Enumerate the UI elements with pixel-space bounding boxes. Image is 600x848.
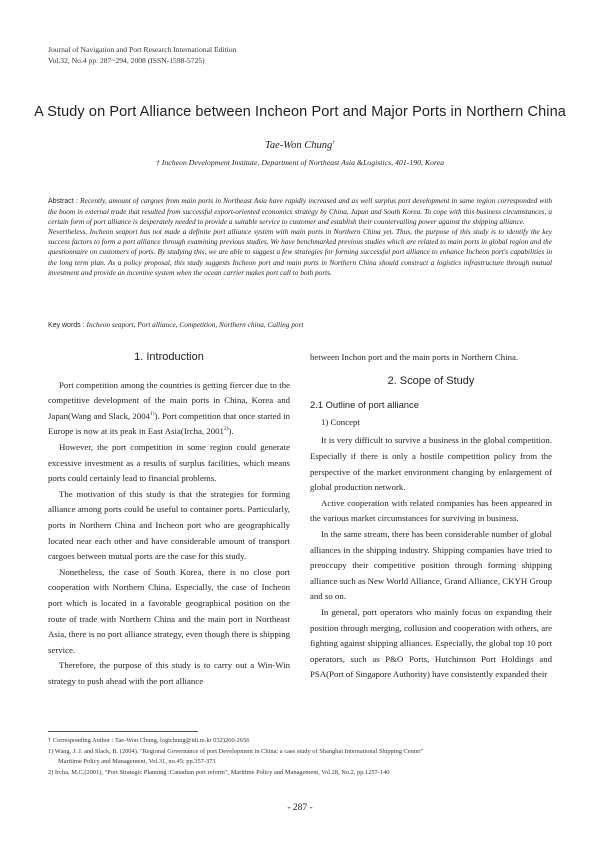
footnote-1-continued: Maritime Policy and Management, Vol.31, no.45: pp.357-373 bbox=[58, 758, 216, 766]
subsubsection-heading: 1) Concept bbox=[321, 416, 360, 427]
paragraph-continued: between Inchon port and the main ports in Northern China. bbox=[310, 352, 519, 362]
footnote-divider bbox=[48, 731, 198, 732]
journal-header bbox=[48, 44, 236, 66]
affiliation bbox=[0, 158, 600, 167]
author bbox=[0, 140, 600, 151]
footnote-2: 2) Ircha, M.C.(2001), "Port Strategic Planning :Canadian port reform", Maritime Policy and Management, Vol.28, No.2, pp.1257-140 bbox=[48, 768, 390, 776]
abstract-paragraph bbox=[48, 196, 552, 227]
paragraph: The motivation of this study is that the strategies for forming alliance among ports could be useful to container ports. Particularly, ports in Northern China and Incheon port who are geographically located near each other and have considerable amount of transport cargoes between mutual ports are the case for this study. bbox=[48, 488, 290, 562]
footnote-corresponding-author: † Corresponding Author : Tae-Won Chung, logichung@idi.re.kr 032)260-2656 bbox=[48, 737, 250, 744]
keywords bbox=[48, 320, 552, 329]
paragraph: It is very difficult to survive a business in the global competition. Especially if there is only a hostile competition policy from the perspective of the market environment changing by enlargement of global production network. bbox=[310, 435, 552, 493]
paragraph: However, the port competition in some region could generate excessive investment as a results of surplus facilities, which means ports could certainly lead to financial problems. bbox=[48, 441, 290, 484]
paragraph: Active cooperation with related companies has been appeared in the various market circumstances for surviving in business. bbox=[310, 497, 552, 524]
journal-volume: Vol.32, No.4 pp. 287~294, 2008 (ISSN-1598-5725) bbox=[48, 56, 205, 65]
keywords-text: Incheon seaport, Port alliance, Competition, Northern china, Calling port bbox=[86, 320, 304, 329]
affiliation-text: Incheon Development Institute, Department of Northeast Asia &Logistics, 401-190, Korea bbox=[161, 158, 445, 167]
left-column bbox=[48, 350, 290, 689]
footnote-1: 1) Wang, J. J. and Slack, B. (2004). "Regional Governance of port Development in China: a case study of Shanghai International Shipping Center" bbox=[48, 747, 424, 755]
abstract-text-1: Recently, amount of cargoes from main ports in Northeast Asia have rapidly increased and as well surplus port development in same region corresponded with the boom in external trade that resulted from successful export-oriented economics strategy by China, Japan and South Korea. To cope with this business circumstances, a certain form of port alliance is desperately needed to provide a suitable service to customer and establish their countervailing power against the shipping alliance. bbox=[48, 196, 552, 227]
abstract-lead: Abstract : bbox=[48, 198, 81, 205]
abstract-paragraph: Nevertheless, Incheon seaport has not made a definite port alliance system with main ports in Northern China yet. Thus, the purpose of this study is to identify the key success factors to form a port alliance through examining previous studies. We have benchmarked previous studies which are related to main ports in global region and the questionnaire on customers of ports. By studying this, we are able to suggest a few strategies for forming successful port alliance to enhance Incheon port's capabilities in the long term plan. As a policy proposal, this study suggests Incheon port and main ports in Northern China should construct a logistics infrastructure through mutual investment and provide an incentive system when the ocean carrier makes port call to both ports. bbox=[48, 227, 552, 277]
author-name: Tae-Won Chung bbox=[265, 140, 333, 151]
paragraph: In the same stream, there has been considerable number of global alliances in the shipping industry. Shipping companies have tried to preoccupy their competitive position through forming shipping alliance such as New World Alliance, Grand Alliance, CKYH Group and so on. bbox=[310, 528, 552, 602]
paragraph: Therefore, the purpose of this study is to carry out a Win-Win strategy to push ahead with the port alliance bbox=[48, 660, 290, 686]
author-mark: † bbox=[332, 139, 335, 146]
paragraph: Nonetheless, the case of South Korea, there is no close port cooperation with Northern China. Especially, the case of Incheon port which is located in a favorable geographical position on the route of trade with Northern China and the main port in Northeast Asia, there is no port alliance strategy, even though there is shipping service. bbox=[48, 566, 290, 655]
section-heading-introduction: 1. Introduction bbox=[134, 351, 204, 363]
journal-name: Journal of Navigation and Port Research International Edition bbox=[48, 45, 237, 54]
footnotes bbox=[48, 736, 558, 778]
paper-title: A Study on Port Alliance between Incheon Port and Major Ports in Northern China bbox=[34, 104, 566, 120]
keywords-lead: Key words : bbox=[48, 322, 87, 329]
subsection-heading: 2.1 Outline of port alliance bbox=[310, 399, 419, 411]
abstract bbox=[48, 196, 552, 278]
paragraph: Port competition among the countries is getting fiercer due to the competitive development of the main ports in China, Korea and Japan(Wang and Slack, 2004$^{1)}$). Port competition that once started in Europe is now at its peak in East Asia(Ircha, 2001$^{2)}$). bbox=[48, 379, 290, 437]
page-number: - 287 - bbox=[287, 803, 313, 813]
affiliation-mark: † bbox=[155, 158, 160, 167]
paragraph: In general, port operators who mainly focus on expanding their position through merging, collusion and cooperation with others, are fighting against shipping alliances. Especially, the global top 10 port operators, such as P&O Ports, Hutchinson Port Holdings and PSA(Port of Singapore Authority) have consistently expanded their bbox=[310, 606, 552, 680]
right-column bbox=[310, 350, 552, 683]
section-heading-scope: 2. Scope of Study bbox=[387, 374, 475, 387]
